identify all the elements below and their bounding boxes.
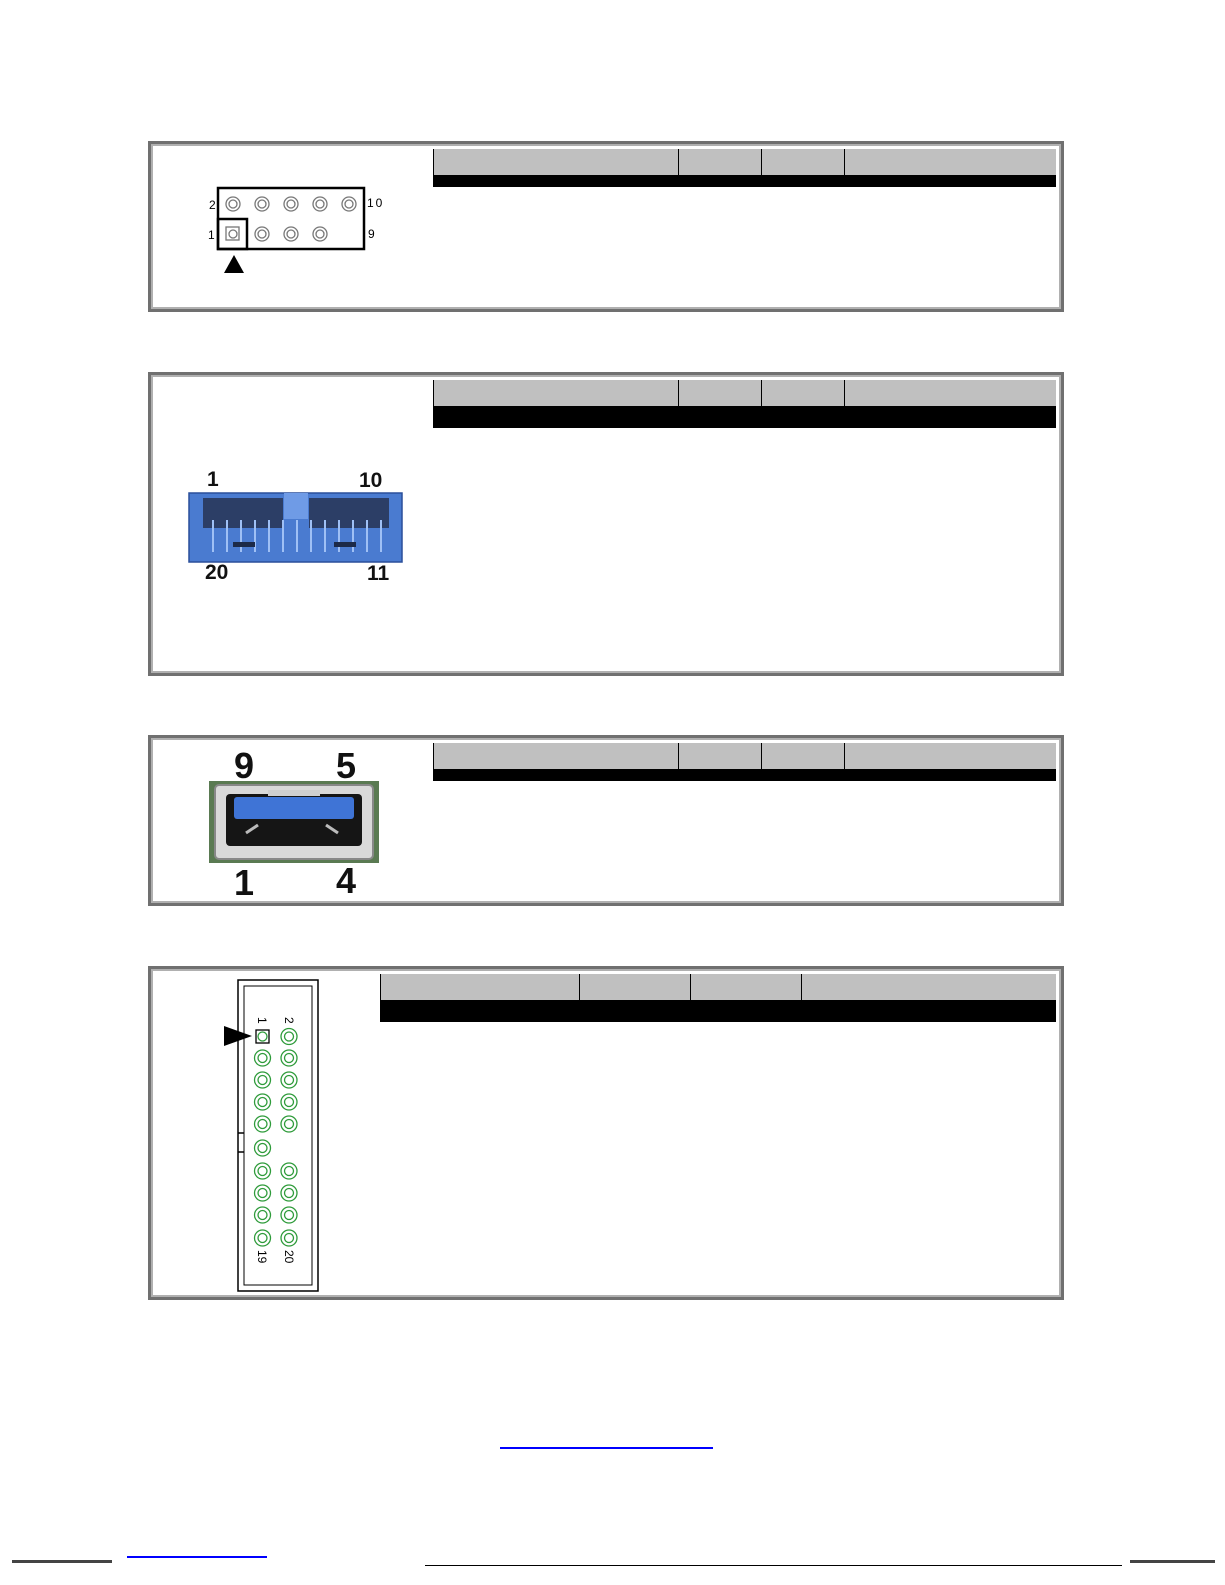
table-header-row [433, 743, 1056, 770]
pin-label-19: 19 [255, 1250, 269, 1264]
usb3-port-diagram [156, 743, 432, 898]
pinout-table [433, 380, 1057, 428]
pinout-table [380, 974, 1057, 1022]
col-header [844, 380, 1056, 407]
connector-figure-20pin-blue [156, 380, 432, 668]
pinout-panel-20pin-blue [148, 372, 1064, 676]
table-row [433, 184, 1056, 186]
connector-slot-right [309, 498, 389, 528]
col-header [801, 974, 1056, 1001]
connector-figure-10pin [156, 149, 432, 304]
footer-link-underline[interactable] [127, 1556, 267, 1558]
pin-label-11: 11 [367, 562, 390, 585]
col-header [761, 380, 844, 407]
col-header [844, 743, 1056, 770]
pinout-panel-10pin [148, 141, 1064, 312]
pin-column-even [281, 1029, 297, 1247]
pin-label-20: 20 [205, 561, 229, 584]
pin-label-10: 10 [367, 196, 385, 210]
col-header [678, 149, 761, 176]
pinout-panel-20pin-vertical [148, 966, 1064, 1300]
page-link-underline[interactable] [500, 1447, 713, 1449]
triangle-up-icon [224, 255, 244, 273]
table-row [380, 1019, 1056, 1021]
col-header [433, 380, 678, 407]
footer-mark [12, 1560, 112, 1563]
col-header [579, 974, 690, 1001]
table-header-row [380, 974, 1056, 1001]
pin-label-4: 4 [336, 860, 357, 898]
table-header-row [433, 380, 1056, 407]
col-header [761, 743, 844, 770]
header-20pin-vertical-diagram [156, 974, 378, 1292]
header-20pin-blue-diagram [156, 380, 432, 668]
connector-figure-usb3 [156, 743, 432, 898]
pin-row-bottom [226, 227, 327, 241]
connector-key [284, 493, 308, 519]
pin-label-2: 2 [282, 1017, 296, 1024]
pin-label-1: 1 [208, 228, 215, 242]
table-header-row [433, 149, 1056, 176]
pin-label-20: 20 [282, 1250, 296, 1264]
latch-right [334, 542, 356, 547]
pinout-panel-usb3-port [148, 735, 1064, 906]
pin-label-5: 5 [336, 745, 357, 786]
col-header [433, 743, 678, 770]
col-header [678, 380, 761, 407]
col-header [844, 149, 1056, 176]
pin-row-top [226, 197, 356, 211]
footer-rule [425, 1565, 1122, 1566]
pin-label-10: 10 [359, 469, 383, 492]
table-row [433, 425, 1056, 427]
col-header [380, 974, 579, 1001]
col-header [433, 149, 678, 176]
col-header [678, 743, 761, 770]
pinout-table [433, 743, 1057, 781]
table-row [433, 778, 1056, 780]
col-header [761, 149, 844, 176]
pin-label-9: 9 [368, 227, 375, 241]
pin-label-9: 9 [234, 745, 255, 786]
pinout-table [433, 149, 1057, 187]
header-10pin-diagram [156, 149, 432, 304]
connector-figure-20pin-vertical [156, 974, 378, 1292]
pin-label-2: 2 [209, 198, 216, 212]
footer-mark [1130, 1560, 1215, 1563]
latch-left [233, 542, 255, 547]
pin-column-odd [255, 1030, 271, 1246]
pin1-box [218, 219, 247, 249]
usb-tongue-blue [234, 797, 354, 819]
pin-label-1: 1 [207, 468, 219, 491]
usb-shell-lip [268, 790, 320, 796]
pin-label-1: 1 [234, 862, 255, 898]
col-header [690, 974, 801, 1001]
header-outer-outline [238, 980, 318, 1291]
pin-label-1: 1 [255, 1017, 269, 1024]
connector-slot-left [203, 498, 283, 528]
